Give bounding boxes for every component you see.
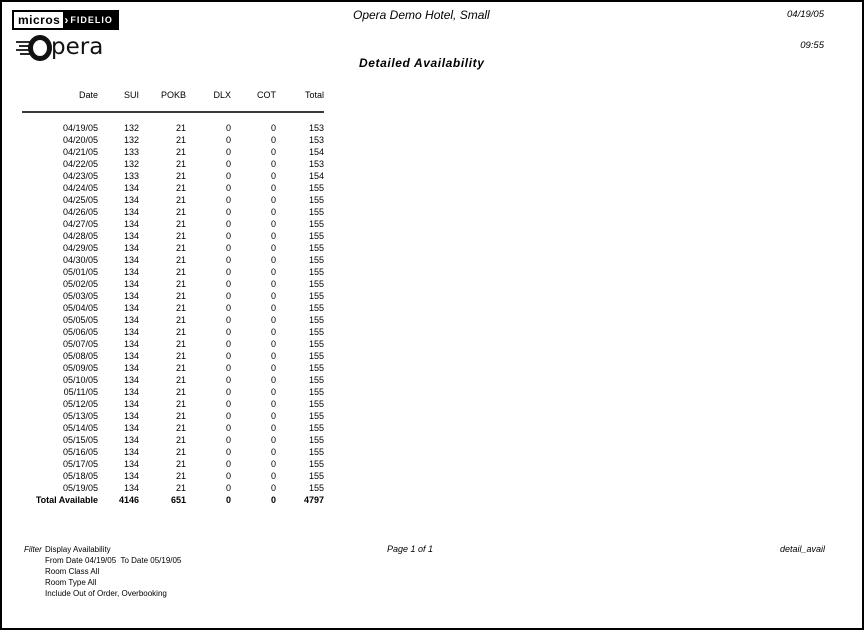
value-cell: 134 bbox=[123, 207, 139, 217]
value-cell: 134 bbox=[123, 255, 139, 265]
value-cell: 0 bbox=[225, 171, 231, 181]
total-available-row bbox=[22, 494, 324, 506]
value-cell: 0 bbox=[270, 219, 276, 229]
value-cell: 0 bbox=[270, 351, 276, 361]
value-cell: 155 bbox=[308, 339, 324, 349]
value-cell: 0 bbox=[225, 447, 231, 457]
value-cell: 155 bbox=[308, 483, 324, 493]
value-cell: 0 bbox=[270, 471, 276, 481]
value-cell: 155 bbox=[308, 243, 324, 253]
value-cell: 0 bbox=[270, 399, 276, 409]
value-cell: 0 bbox=[270, 183, 276, 193]
value-cell: 0 bbox=[270, 207, 276, 217]
table-row bbox=[22, 182, 324, 194]
filter-line: Room Class All bbox=[45, 567, 100, 576]
date-cell: 05/19/05 bbox=[62, 483, 98, 493]
value-cell: 0 bbox=[270, 135, 276, 145]
column-header-dlx: DLX bbox=[213, 90, 231, 100]
value-cell: 134 bbox=[123, 483, 139, 493]
total-cot-cell: 0 bbox=[270, 495, 276, 505]
value-cell: 0 bbox=[225, 267, 231, 277]
date-cell: 04/27/05 bbox=[62, 219, 98, 229]
value-cell: 0 bbox=[225, 435, 231, 445]
value-cell: 0 bbox=[270, 171, 276, 181]
value-cell: 134 bbox=[123, 399, 139, 409]
table-row bbox=[22, 458, 324, 470]
value-cell: 155 bbox=[308, 207, 324, 217]
table-row bbox=[22, 470, 324, 482]
value-cell: 134 bbox=[123, 303, 139, 313]
table-row bbox=[22, 194, 324, 206]
value-cell: 0 bbox=[270, 147, 276, 157]
value-cell: 0 bbox=[225, 195, 231, 205]
value-cell: 21 bbox=[175, 303, 186, 313]
column-header-pokb: POKB bbox=[160, 90, 186, 100]
value-cell: 155 bbox=[308, 219, 324, 229]
date-cell: 05/10/05 bbox=[62, 375, 98, 385]
value-cell: 155 bbox=[308, 363, 324, 373]
value-cell: 155 bbox=[308, 327, 324, 337]
value-cell: 21 bbox=[175, 411, 186, 421]
date-cell: 05/13/05 bbox=[62, 411, 98, 421]
value-cell: 0 bbox=[225, 183, 231, 193]
value-cell: 134 bbox=[123, 447, 139, 457]
arrow-icon: › bbox=[64, 13, 70, 27]
date-cell: 05/03/05 bbox=[62, 291, 98, 301]
value-cell: 134 bbox=[123, 315, 139, 325]
value-cell: 21 bbox=[175, 447, 186, 457]
value-cell: 134 bbox=[123, 423, 139, 433]
value-cell: 21 bbox=[175, 351, 186, 361]
page-title: Detailed Availability bbox=[359, 56, 485, 70]
table-row bbox=[22, 122, 324, 134]
value-cell: 134 bbox=[123, 375, 139, 385]
total-sui-cell: 4146 bbox=[118, 495, 139, 505]
table-row bbox=[22, 266, 324, 278]
table-row bbox=[22, 446, 324, 458]
value-cell: 133 bbox=[123, 171, 139, 181]
column-header-total: Total bbox=[304, 90, 324, 100]
value-cell: 21 bbox=[175, 375, 186, 385]
hotel-name: Opera Demo Hotel, Small bbox=[353, 8, 490, 22]
value-cell: 155 bbox=[308, 255, 324, 265]
value-cell: 155 bbox=[308, 387, 324, 397]
value-cell: 155 bbox=[308, 291, 324, 301]
date-cell: 05/14/05 bbox=[62, 423, 98, 433]
date-cell: 05/09/05 bbox=[62, 363, 98, 373]
value-cell: 134 bbox=[123, 435, 139, 445]
table-row bbox=[22, 410, 324, 422]
date-cell: 04/19/05 bbox=[62, 123, 98, 133]
value-cell: 21 bbox=[175, 327, 186, 337]
opera-logo bbox=[16, 33, 103, 61]
table-header-row bbox=[22, 89, 324, 101]
value-cell: 0 bbox=[225, 159, 231, 169]
value-cell: 0 bbox=[270, 447, 276, 457]
total-label: Total Available bbox=[35, 495, 98, 505]
value-cell: 21 bbox=[175, 363, 186, 373]
filter-line: Include Out of Order, Overbooking bbox=[45, 589, 167, 598]
table-row bbox=[22, 170, 324, 182]
table-row bbox=[22, 434, 324, 446]
date-cell: 04/29/05 bbox=[62, 243, 98, 253]
table-row bbox=[22, 278, 324, 290]
value-cell: 0 bbox=[270, 291, 276, 301]
total-total-cell: 4797 bbox=[303, 495, 324, 505]
value-cell: 0 bbox=[270, 123, 276, 133]
table-row bbox=[22, 350, 324, 362]
value-cell: 154 bbox=[308, 171, 324, 181]
table-row bbox=[22, 146, 324, 158]
report-date: 04/19/05 bbox=[787, 9, 824, 20]
value-cell: 132 bbox=[123, 135, 139, 145]
value-cell: 21 bbox=[175, 315, 186, 325]
value-cell: 0 bbox=[270, 243, 276, 253]
value-cell: 0 bbox=[225, 243, 231, 253]
value-cell: 0 bbox=[225, 471, 231, 481]
report-id: detail_avail bbox=[779, 544, 825, 554]
date-cell: 05/01/05 bbox=[62, 267, 98, 277]
filter-label: Filter bbox=[24, 545, 42, 554]
value-cell: 0 bbox=[270, 195, 276, 205]
micros-logo-text: micros bbox=[18, 13, 61, 27]
table-row bbox=[22, 254, 324, 266]
value-cell: 155 bbox=[308, 423, 324, 433]
value-cell: 21 bbox=[175, 207, 186, 217]
value-cell: 21 bbox=[175, 231, 186, 241]
value-cell: 155 bbox=[308, 471, 324, 481]
report-time: 09:55 bbox=[800, 40, 824, 51]
value-cell: 153 bbox=[308, 135, 324, 145]
value-cell: 134 bbox=[123, 291, 139, 301]
filter-lines bbox=[45, 544, 181, 599]
value-cell: 0 bbox=[225, 279, 231, 289]
value-cell: 21 bbox=[175, 483, 186, 493]
value-cell: 155 bbox=[308, 183, 324, 193]
fidelio-logo-box bbox=[63, 12, 117, 28]
column-header-cot: COT bbox=[257, 90, 276, 100]
value-cell: 154 bbox=[308, 147, 324, 157]
value-cell: 155 bbox=[308, 231, 324, 241]
fidelio-logo-text: FIDELIO bbox=[70, 15, 113, 25]
value-cell: 0 bbox=[225, 339, 231, 349]
date-cell: 04/25/05 bbox=[62, 195, 98, 205]
value-cell: 21 bbox=[175, 339, 186, 349]
value-cell: 0 bbox=[270, 411, 276, 421]
value-cell: 153 bbox=[308, 123, 324, 133]
value-cell: 134 bbox=[123, 219, 139, 229]
value-cell: 21 bbox=[175, 387, 186, 397]
value-cell: 0 bbox=[270, 363, 276, 373]
value-cell: 21 bbox=[175, 459, 186, 469]
date-cell: 04/24/05 bbox=[62, 183, 98, 193]
value-cell: 21 bbox=[175, 159, 186, 169]
value-cell: 21 bbox=[175, 123, 186, 133]
value-cell: 134 bbox=[123, 231, 139, 241]
value-cell: 155 bbox=[308, 351, 324, 361]
date-cell: 05/04/05 bbox=[62, 303, 98, 313]
value-cell: 155 bbox=[308, 195, 324, 205]
date-cell: 04/21/05 bbox=[62, 147, 98, 157]
value-cell: 0 bbox=[225, 135, 231, 145]
value-cell: 0 bbox=[270, 267, 276, 277]
column-header-sui: SUI bbox=[123, 90, 139, 100]
value-cell: 155 bbox=[308, 447, 324, 457]
date-cell: 05/11/05 bbox=[63, 387, 98, 397]
total-pokb-cell: 651 bbox=[170, 495, 186, 505]
value-cell: 0 bbox=[225, 123, 231, 133]
filter-line: Display Availability bbox=[45, 545, 111, 554]
value-cell: 0 bbox=[225, 147, 231, 157]
date-cell: 05/02/05 bbox=[62, 279, 98, 289]
header-rule bbox=[22, 111, 324, 113]
value-cell: 21 bbox=[175, 171, 186, 181]
total-dlx-cell: 0 bbox=[225, 495, 231, 505]
value-cell: 21 bbox=[175, 435, 186, 445]
table-row bbox=[22, 422, 324, 434]
value-cell: 0 bbox=[270, 231, 276, 241]
value-cell: 0 bbox=[270, 483, 276, 493]
opera-o-swoosh-icon bbox=[16, 33, 54, 61]
value-cell: 134 bbox=[123, 267, 139, 277]
value-cell: 21 bbox=[175, 279, 186, 289]
value-cell: 21 bbox=[175, 243, 186, 253]
value-cell: 0 bbox=[225, 483, 231, 493]
date-cell: 05/16/05 bbox=[62, 447, 98, 457]
value-cell: 132 bbox=[123, 159, 139, 169]
date-cell: 04/28/05 bbox=[62, 231, 98, 241]
opera-logo-text: pera bbox=[51, 33, 104, 60]
date-cell: 05/17/05 bbox=[62, 459, 98, 469]
value-cell: 153 bbox=[308, 159, 324, 169]
value-cell: 0 bbox=[270, 303, 276, 313]
table-row bbox=[22, 386, 324, 398]
value-cell: 0 bbox=[225, 351, 231, 361]
value-cell: 133 bbox=[123, 147, 139, 157]
table-row bbox=[22, 398, 324, 410]
value-cell: 0 bbox=[270, 327, 276, 337]
date-cell: 05/18/05 bbox=[62, 471, 98, 481]
value-cell: 0 bbox=[270, 315, 276, 325]
value-cell: 21 bbox=[175, 255, 186, 265]
table-row bbox=[22, 374, 324, 386]
value-cell: 0 bbox=[225, 327, 231, 337]
value-cell: 134 bbox=[123, 279, 139, 289]
value-cell: 155 bbox=[308, 411, 324, 421]
table-row bbox=[22, 338, 324, 350]
value-cell: 155 bbox=[308, 315, 324, 325]
date-cell: 04/23/05 bbox=[62, 171, 98, 181]
value-cell: 0 bbox=[270, 279, 276, 289]
date-cell: 04/20/05 bbox=[62, 135, 98, 145]
value-cell: 0 bbox=[225, 255, 231, 265]
value-cell: 134 bbox=[123, 327, 139, 337]
page-number: Page 1 of 1 bbox=[387, 544, 434, 554]
value-cell: 21 bbox=[175, 423, 186, 433]
table-row bbox=[22, 482, 324, 494]
date-cell: 05/07/05 bbox=[62, 339, 98, 349]
value-cell: 0 bbox=[225, 363, 231, 373]
value-cell: 155 bbox=[308, 303, 324, 313]
value-cell: 0 bbox=[270, 339, 276, 349]
table-body bbox=[22, 122, 324, 494]
value-cell: 134 bbox=[123, 471, 139, 481]
value-cell: 21 bbox=[175, 219, 186, 229]
value-cell: 0 bbox=[225, 315, 231, 325]
value-cell: 155 bbox=[308, 399, 324, 409]
value-cell: 0 bbox=[225, 399, 231, 409]
value-cell: 21 bbox=[175, 471, 186, 481]
value-cell: 134 bbox=[123, 183, 139, 193]
value-cell: 134 bbox=[123, 363, 139, 373]
value-cell: 0 bbox=[225, 411, 231, 421]
table-row bbox=[22, 230, 324, 242]
value-cell: 134 bbox=[123, 459, 139, 469]
value-cell: 0 bbox=[225, 375, 231, 385]
table-row bbox=[22, 158, 324, 170]
value-cell: 0 bbox=[225, 303, 231, 313]
value-cell: 0 bbox=[270, 435, 276, 445]
value-cell: 21 bbox=[175, 183, 186, 193]
value-cell: 0 bbox=[225, 423, 231, 433]
table-row bbox=[22, 314, 324, 326]
value-cell: 155 bbox=[308, 375, 324, 385]
value-cell: 0 bbox=[270, 159, 276, 169]
filter-block bbox=[24, 544, 181, 599]
table-row bbox=[22, 302, 324, 314]
micros-fidelio-logo bbox=[12, 10, 119, 30]
value-cell: 134 bbox=[123, 243, 139, 253]
table-row bbox=[22, 326, 324, 338]
value-cell: 155 bbox=[308, 279, 324, 289]
value-cell: 21 bbox=[175, 399, 186, 409]
value-cell: 21 bbox=[175, 267, 186, 277]
value-cell: 21 bbox=[175, 147, 186, 157]
table-row bbox=[22, 134, 324, 146]
availability-table bbox=[22, 89, 324, 506]
table-row bbox=[22, 206, 324, 218]
value-cell: 134 bbox=[123, 411, 139, 421]
value-cell: 0 bbox=[225, 231, 231, 241]
value-cell: 0 bbox=[270, 459, 276, 469]
date-cell: 05/08/05 bbox=[62, 351, 98, 361]
table-row bbox=[22, 290, 324, 302]
date-cell: 05/15/05 bbox=[62, 435, 98, 445]
date-cell: 04/30/05 bbox=[62, 255, 98, 265]
value-cell: 21 bbox=[175, 135, 186, 145]
value-cell: 134 bbox=[123, 351, 139, 361]
value-cell: 155 bbox=[308, 435, 324, 445]
value-cell: 134 bbox=[123, 195, 139, 205]
value-cell: 134 bbox=[123, 387, 139, 397]
value-cell: 0 bbox=[270, 423, 276, 433]
date-cell: 05/06/05 bbox=[62, 327, 98, 337]
date-cell: 04/22/05 bbox=[62, 159, 98, 169]
value-cell: 155 bbox=[308, 459, 324, 469]
value-cell: 134 bbox=[123, 339, 139, 349]
filter-line: From Date 04/19/05 To Date 05/19/05 bbox=[45, 556, 182, 565]
value-cell: 0 bbox=[270, 375, 276, 385]
value-cell: 21 bbox=[175, 291, 186, 301]
column-header-date: Date bbox=[78, 90, 98, 100]
table-row bbox=[22, 362, 324, 374]
value-cell: 132 bbox=[123, 123, 139, 133]
date-cell: 05/12/05 bbox=[62, 399, 98, 409]
value-cell: 0 bbox=[225, 459, 231, 469]
filter-line: Room Type All bbox=[45, 578, 97, 587]
date-cell: 05/05/05 bbox=[62, 315, 98, 325]
value-cell: 0 bbox=[225, 387, 231, 397]
value-cell: 0 bbox=[225, 219, 231, 229]
value-cell: 0 bbox=[270, 255, 276, 265]
value-cell: 0 bbox=[270, 387, 276, 397]
table-row bbox=[22, 218, 324, 230]
value-cell: 21 bbox=[175, 195, 186, 205]
date-cell: 04/26/05 bbox=[62, 207, 98, 217]
table-row bbox=[22, 242, 324, 254]
value-cell: 0 bbox=[225, 207, 231, 217]
value-cell: 155 bbox=[308, 267, 324, 277]
value-cell: 0 bbox=[225, 291, 231, 301]
